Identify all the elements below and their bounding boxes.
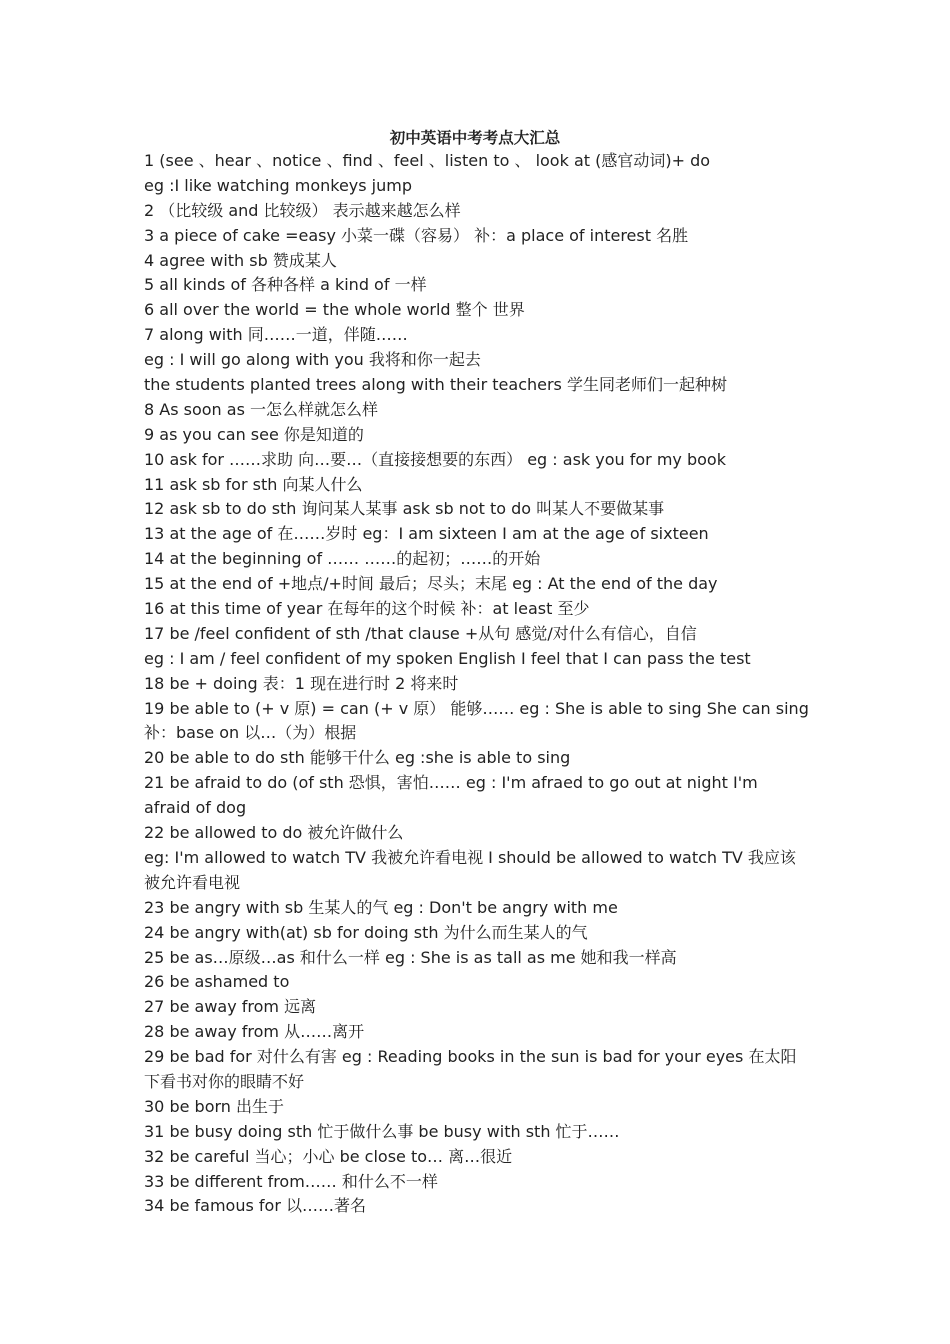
- text-line: 10 ask for ……求助 向…要…（直接接想要的东西） eg : ask you for my book: [144, 449, 726, 469]
- text-line: eg: I'm allowed to watch TV 我被允许看电视 I should be allowed to watch TV 我应该: [144, 847, 796, 867]
- text-line: 2 （比较级 and 比较级） 表示越来越怎么样: [144, 200, 461, 220]
- text-line: 14 at the beginning of …… ……的起初；……的开始: [144, 549, 541, 569]
- text-line: 8 As soon as 一怎么样就怎么样: [144, 399, 379, 419]
- text-line: 16 at this time of year 在每年的这个时候 补：at least 至少: [144, 599, 590, 619]
- text-line: 27 be away from 远离: [144, 997, 317, 1017]
- text-line: 24 be angry with(at) sb for doing sth 为什么而生某人的气: [144, 922, 588, 942]
- text-line: 25 be as…原级…as 和什么一样 eg : She is as tall as me 她和我一样高: [144, 947, 677, 967]
- text-line: 15 at the end of +地点/+时间 最后；尽头；末尾 eg : At the end of the day: [144, 574, 718, 594]
- text-line: 6 all over the world = the whole world 整个 世界: [144, 300, 525, 320]
- text-line: 31 be busy doing sth 忙于做什么事 be busy with sth 忙于……: [144, 1121, 620, 1141]
- text-line: 33 be different from…… 和什么不一样: [144, 1171, 438, 1191]
- text-line: 4 agree with sb 赞成某人: [144, 250, 337, 270]
- text-line: 32 be careful 当心；小心 be close to… 离…很近: [144, 1146, 513, 1166]
- text-line: 23 be angry with sb 生某人的气 eg : Don't be angry with me: [144, 897, 618, 917]
- text-line: 20 be able to do sth 能够干什么 eg :she is able to sing: [144, 748, 571, 768]
- text-line: 3 a piece of cake =easy 小菜一碟（容易） 补：a place of interest 名胜: [144, 225, 689, 245]
- text-line: 29 be bad for 对什么有害 eg : Reading books in the sun is bad for your eyes 在太阳: [144, 1047, 797, 1067]
- text-line: 30 be born 出生于: [144, 1096, 285, 1116]
- text-line: 21 be afraid to do (of sth 恐惧，害怕…… eg : I'm afraed to go out at night I'm: [144, 773, 758, 793]
- text-line: afraid of dog: [144, 798, 247, 818]
- text-line: the students planted trees along with their teachers 学生同老师们一起种树: [144, 375, 727, 395]
- text-line: 5 all kinds of 各种各样 a kind of 一样: [144, 275, 427, 295]
- text-line: 18 be + doing 表：1 现在进行时 2 将来时: [144, 673, 459, 693]
- text-line: 7 along with 同……一道，伴随……: [144, 325, 408, 345]
- text-line: 26 be ashamed to: [144, 972, 290, 992]
- text-line: eg :I like watching monkeys jump: [144, 175, 412, 195]
- text-line: 下看书对你的眼睛不好: [144, 1071, 305, 1091]
- text-line: 11 ask sb for sth 向某人什么: [144, 474, 363, 494]
- text-line: 补：base on 以…（为）根据: [144, 723, 357, 743]
- text-line: 12 ask sb to do sth 询问某人某事 ask sb not to do 叫某人不要做某事: [144, 499, 665, 519]
- text-line: 17 be /feel confident of sth /that clause +从句 感觉/对什么有信心，自信: [144, 623, 697, 643]
- document-body: [144, 149, 814, 1219]
- text-line: 19 be able to (+ v 原) = can (+ v 原） 能够…… eg : She is able to sing She can sing: [144, 698, 809, 718]
- text-line: 22 be allowed to do 被允许做什么: [144, 823, 404, 843]
- text-line: 13 at the age of 在……岁时 eg：I am sixteen I am at the age of sixteen: [144, 524, 709, 544]
- text-line: 28 be away from 从……离开: [144, 1022, 365, 1042]
- text-line: 9 as you can see 你是知道的: [144, 424, 364, 444]
- text-line: 1 (see 、hear 、notice 、find 、feel 、listen to 、 look at (感官动词)+ do: [144, 151, 711, 170]
- text-line: eg : I am / feel confident of my spoken English I feel that I can pass the test: [144, 648, 751, 668]
- document-title: 初中英语中考考点大汇总: [389, 129, 561, 147]
- text-line: 被允许看电视: [144, 872, 241, 892]
- text-line: 34 be famous for 以……著名: [144, 1196, 366, 1216]
- text-line: eg : I will go along with you 我将和你一起去: [144, 350, 481, 370]
